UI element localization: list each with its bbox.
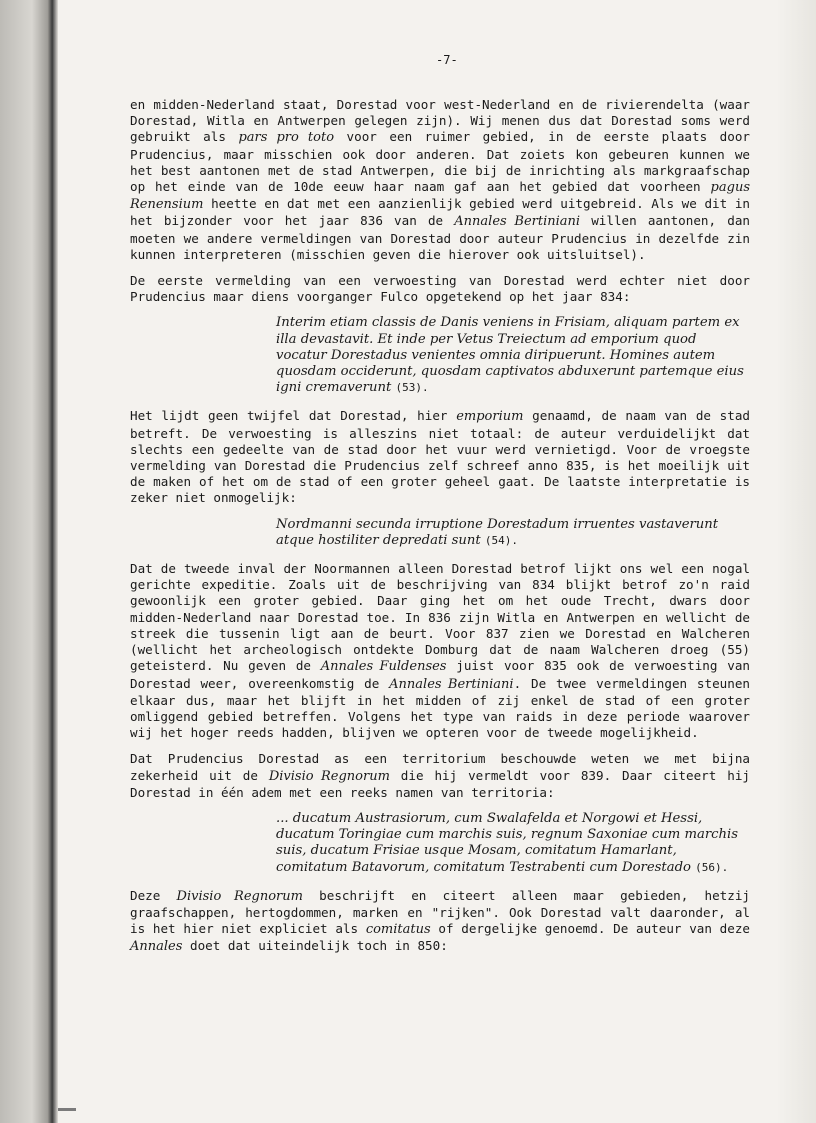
scan-artifact	[58, 1108, 76, 1111]
paragraph: De eerste vermelding van een verwoesting van Dorestad werd echter niet door Prudencius maar diens voorganger Fulco opgetekend op het jaar 834:	[130, 273, 750, 305]
paragraph: Deze Divisio Regnorum beschrijft en citeert alleen maar gebieden, hetzij graafschappen, hertogdommen, marken en "rijken". Ook Dorestad valt daaronder, al is het hier niet expliciet als comitatus of dergelijke genoemd. De auteur van deze Annales doet dat uiteindelijk toch in 850:	[130, 887, 751, 955]
italic-term: comitatus	[365, 922, 431, 938]
italic-term: Annales Fuldenses	[320, 659, 447, 675]
latin-quote	[276, 315, 750, 396]
footnote-ref: (54).	[484, 533, 519, 547]
body-text	[130, 97, 750, 966]
book-binding-shadow	[0, 0, 58, 1123]
latin-quote	[276, 517, 750, 549]
footnote-ref: (53).	[395, 381, 429, 395]
quote-text: ... ducatum Austrasiorum, cum Swalafelda et Norgowi et Hessi, ducatum Toringiae cum marchis suis, regnum Saxoniae cum marchis suis, ducatum Frisiae usque Mosam, comitatum Hamarlant, comitatum Batavorum, comitatum Testrabenti cum Dorestado	[276, 810, 739, 875]
italic-term: emporium	[456, 409, 524, 425]
paragraph: en midden-Nederland staat, Dorestad voor west-Nederland en de rivierendelta (waar Dorestad, Witla en Antwerpen gelegen zijn). Wij menen dus dat Dorestad soms werd gebruikt als pars pro toto voor een ruimer gebied, in de eerste plaats door Prudencius, maar misschien ook door anderen. Dat zoiets kon gebeuren kunnen we het best aantonen met de stad Antwerpen, die bij de inrichting als markgraafschap op het einde van de 10de eeuw haar naam gaf aan het gebied dat voorheen pagus Renensium heette en dat met een aanzienlijk gebied werd uitgebreid. Als we dit in het bijzonder voor het jaar 836 van de Annales Bertiniani willen aantonen, dan moeten we andere vermeldingen van Dorestad door auteur Prudencius in dezelfde zin kunnen interpreteren (misschien geven die hierover ook uitsluitsel).	[130, 97, 751, 262]
italic-term: Annales Bertiniani	[389, 676, 514, 692]
quote-text: Nordmanni secunda irruptione Dorestadum irruentes vastaverunt atque hostiliter depredati sunt	[276, 516, 719, 548]
italic-term: pagus Renensium	[130, 180, 750, 213]
footnote-ref: (56).	[695, 860, 729, 874]
italic-term: Annales	[130, 939, 183, 955]
italic-term: Divisio Regnorum	[268, 768, 390, 784]
page-number: -7-	[436, 53, 458, 67]
italic-term: Annales Bertiniani	[454, 214, 581, 230]
page-edge-shadow	[776, 0, 816, 1123]
quote-text: Interim etiam classis de Danis veniens in Frisiam, aliquam partem ex illa devastavit. Et inde per Vetus Treiectum ad emporium quod vocatur Dorestadus venientes omnia diripuerunt. Homines autem quosdam occiderunt, quosdam captivatos abduxerunt partemque eius igni cremaverunt	[276, 315, 744, 396]
paragraph: Dat Prudencius Dorestad as een territorium beschouwde weten we met bijna zekerheid uit de Divisio Regnorum die hij vermeldt voor 839. Daar citeert hij Dorestad in één adem met een reeks namen van territoria:	[130, 751, 750, 800]
paragraph: Het lijdt geen twijfel dat Dorestad, hier emporium genaamd, de naam van de stad betreft. De verwoesting is alleszins niet totaal: de auteur verduidelijkt dat slechts een gedeelte van de stad door het vuur werd vernietigd. Voor de vroegste vermelding van Dorestad die Prudencius zelf schreef anno 835, is het moeilijk uit de maken of het om de stad of een groter geheel gaat. De laatste interpretatie is zeker niet onmogelijk:	[130, 408, 750, 506]
paragraph: Dat de tweede inval der Noormannen alleen Dorestad betrof lijkt ons wel een nogal gerichte expeditie. Zoals uit de beschrijving van 834 blijkt betrof zo'n raid gewoonlijk een groter gebied. Daar ging het om het oude Trecht, dwars door midden-Nederland naar Dorestad toe. In 836 zijn Witla en Antwerpen en wellicht de streek die tussenin ligt aan de beurt. Voor 837 zien we Dorestad en Walcheren (wellicht het archeologisch ontdekte Domburg dat de naam Walcheren droeg (55) geteisterd. Nu geven de Annales Fuldenses juist voor 835 ook de verwoesting van Dorestad weer, overeenkomstig de Annales Bertiniani. De twee vermeldingen steunen elkaar dus, maar het blijft in het midden of zij enkel de stad of een groter omliggend gebied betreffen. Volgens het type van raids in deze periode waarover wij het hoger reeds hadden, blijven we opteren voor de tweede mogelijkheid.	[130, 561, 750, 741]
italic-term: pars pro toto	[238, 130, 335, 146]
latin-quote	[276, 811, 750, 876]
italic-term: Divisio Regnorum	[176, 888, 303, 904]
